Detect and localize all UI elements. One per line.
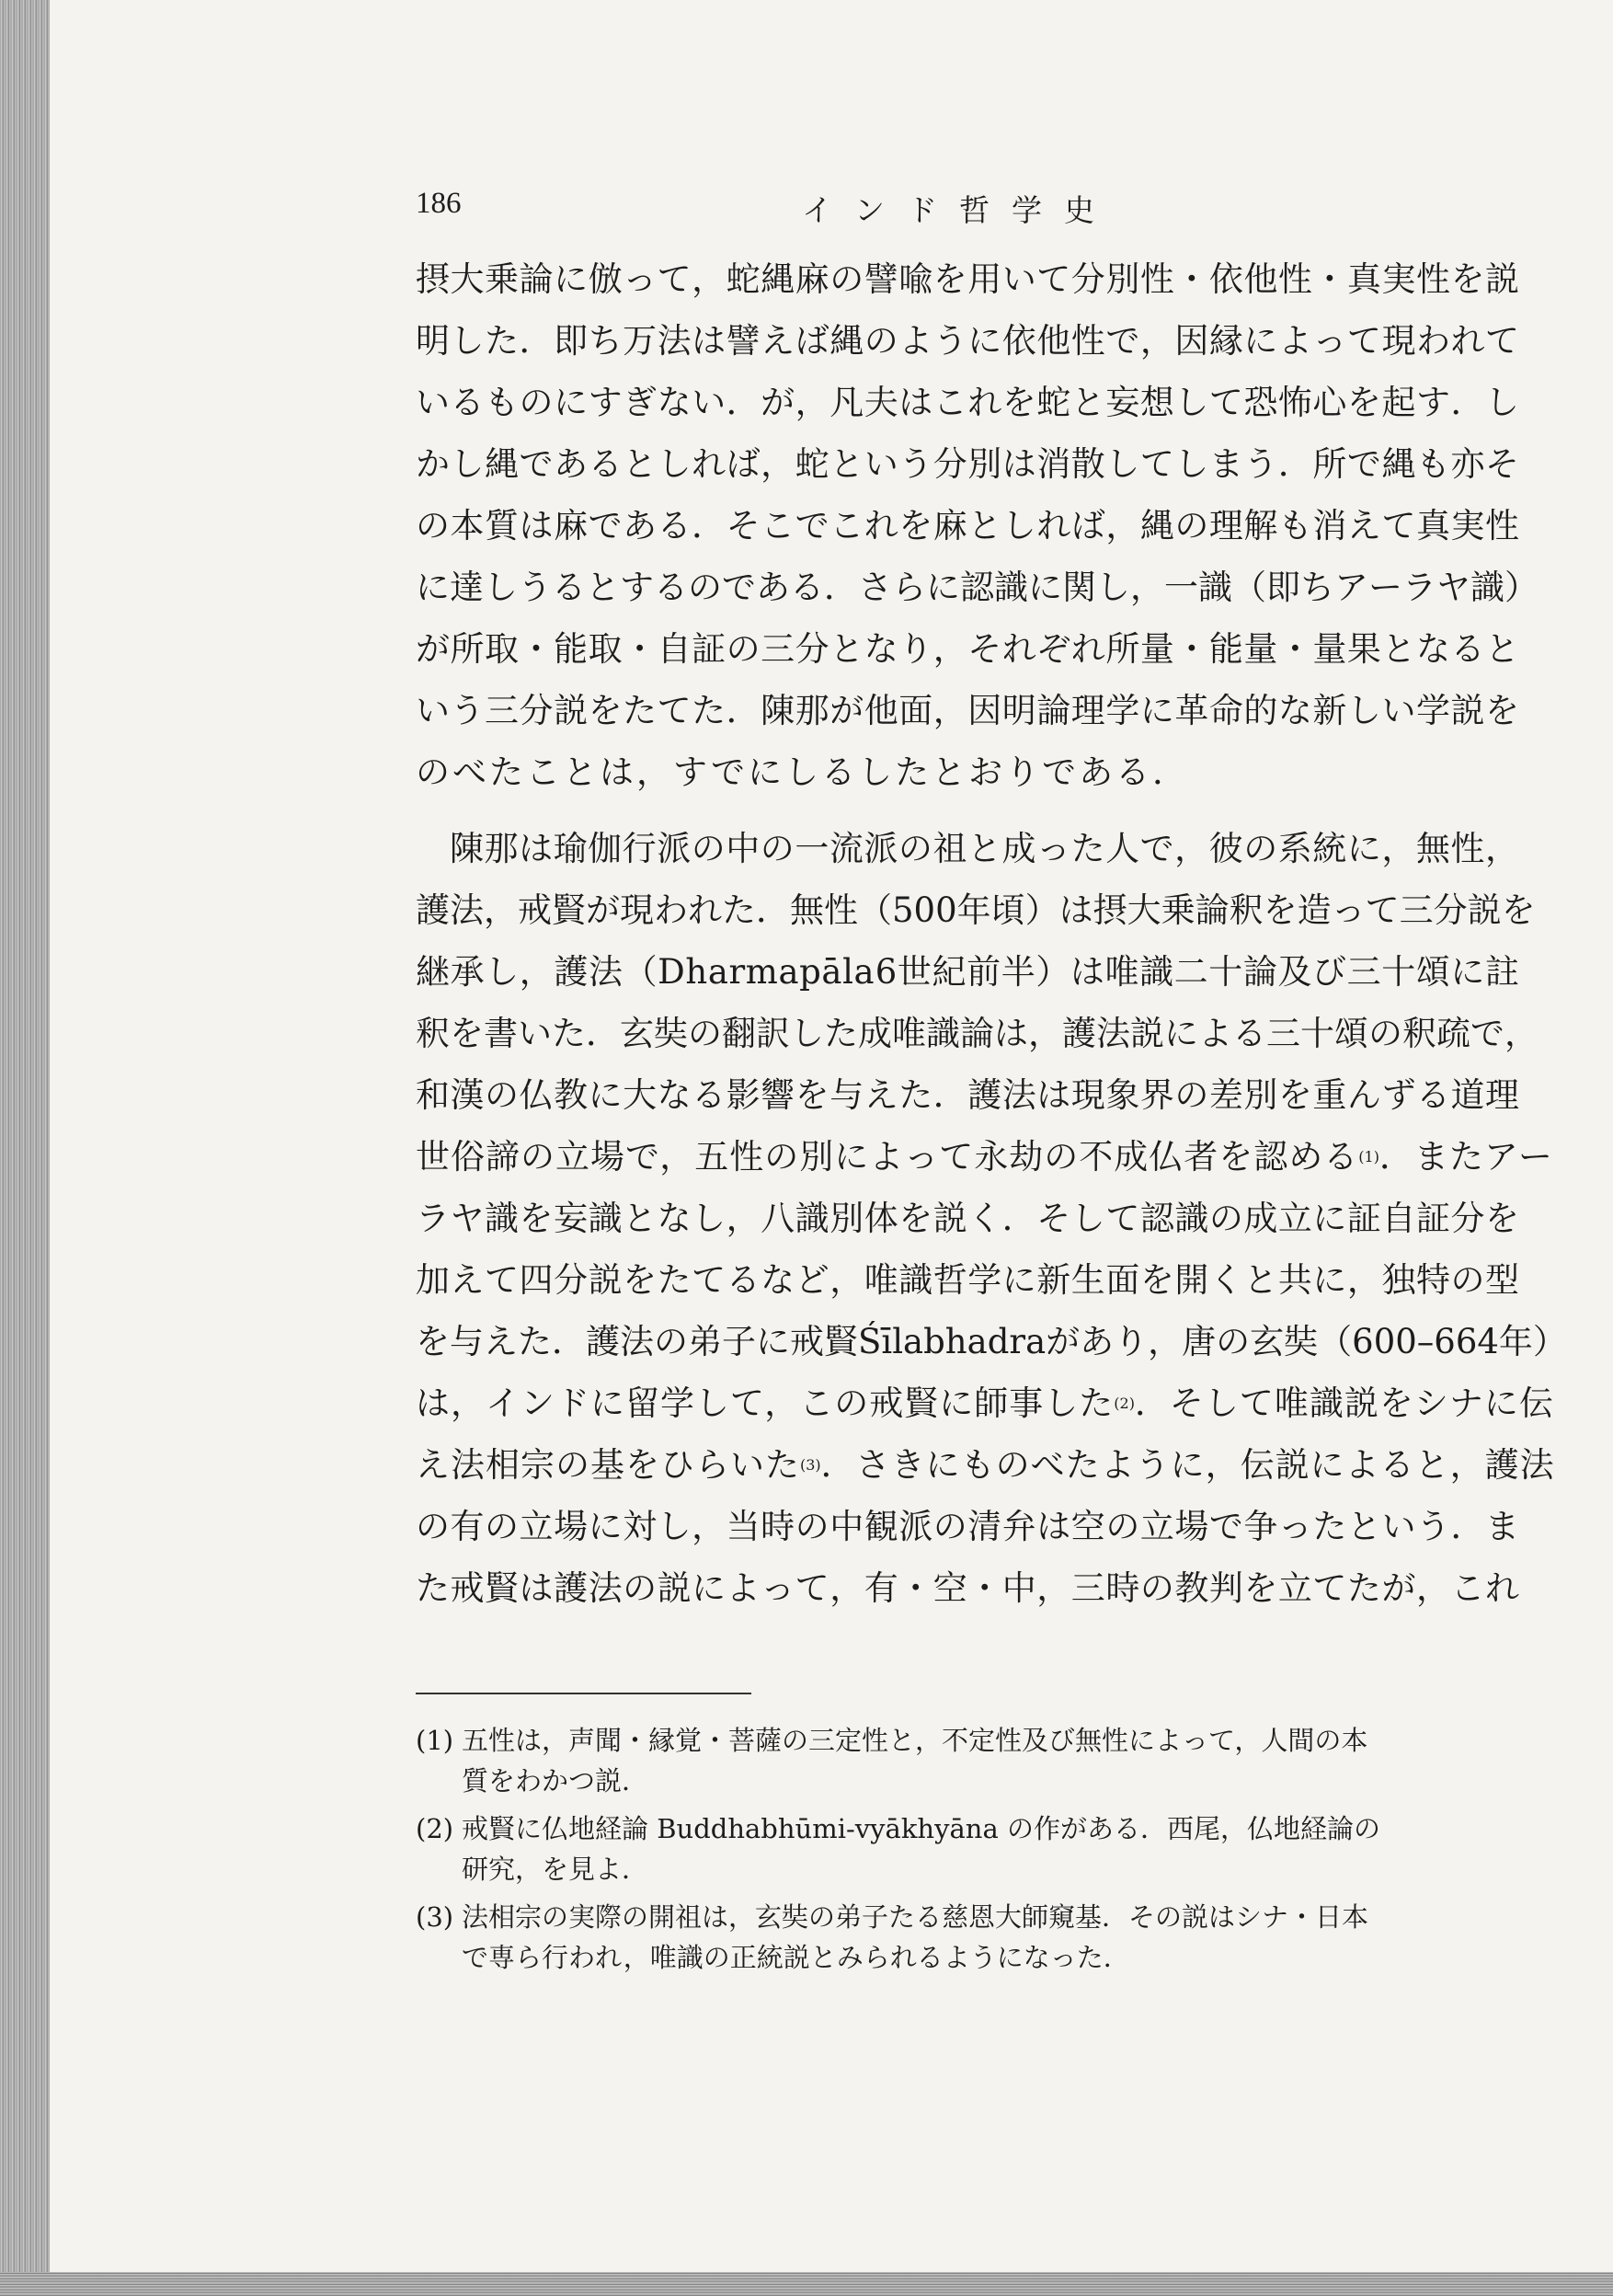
footnote-2 bbox=[416, 1808, 1519, 1889]
footnote-text: 法相宗の実際の開祖は，玄奘の弟子たる慈恩大師窺基．その説はシナ・日本 bbox=[462, 1901, 1369, 1933]
text-line: が 所 取 ・ 能 取 ・ 自 証 の 三 分 と な り ， そ れ ぞ れ 所 量 ・ 能 量 ・ 量 果 と な る と bbox=[416, 629, 1519, 669]
footnote-text: 五性は，声聞・縁覚・菩薩の三定性と，不定性及び無性によって，人間の本 bbox=[462, 1725, 1368, 1756]
text-line: 加 え て 四 分 説 を た て る な ど ， 唯 識 哲 学 に 新 生 面 を 開 く と 共 に ， 独 特 の 型 bbox=[416, 1260, 1519, 1300]
text-line bbox=[416, 1126, 1553, 1188]
footnote-text: 質をわかつ説． bbox=[462, 1765, 649, 1797]
text-segment: ．またアー bbox=[1378, 1137, 1553, 1177]
text-segment: ．さきにものべたように，伝説によると，護法 bbox=[820, 1445, 1555, 1485]
text-line: 陳 那 は 瑜 伽 行 派 の 中 の 一 流 派 の 祖 と 成 っ た 人 で ， 彼 の 系 統 に ， 無 性 ， bbox=[450, 829, 1519, 868]
text-segment: ．そして唯識説をシナに伝 bbox=[1134, 1383, 1554, 1423]
footnote-ref-1: (1) bbox=[1358, 1148, 1379, 1165]
footnote-text: 研究，を見よ． bbox=[462, 1854, 649, 1885]
text-line bbox=[416, 1434, 1555, 1496]
text-line: か し 縄 で あ る と し れ ば ， 蛇 と い う 分 別 は 消 散 し て し ま う ． 所 で 縄 も 亦 そ bbox=[416, 444, 1519, 484]
text-line: の 本 質 は 麻 で あ る ． そ こ で こ れ を 麻 と し れ ば ， 縄 の 理 解 も 消 え て 真 実 性 bbox=[416, 506, 1519, 545]
text-line: た 戒 賢 は 護 法 の 説 に よ っ て ， 有 ・ 空 ・ 中 ， 三 時 の 教 判 を 立 て た が ， こ れ bbox=[416, 1568, 1519, 1608]
footnote-marker: (3) bbox=[416, 1901, 454, 1933]
page-header bbox=[416, 187, 1519, 233]
paragraph-1 bbox=[416, 248, 1539, 803]
text-line: 和 漢 の 仏 教 に 大 な る 影 響 を 与 え た ． 護 法 は 現 象 界 の 差 別 を 重 ん ず る 道 理 bbox=[416, 1075, 1519, 1115]
text-line: のべたことは，すでにしるしたとおりである． bbox=[416, 752, 1190, 792]
text-line: い る も の に す ぎ な い ． が ， 凡 夫 は こ れ を 蛇 と 妄 想 し て 恐 怖 心 を 起 す ． し bbox=[416, 383, 1519, 422]
footnote-text: 戒賢に仏地経論 Buddhabhūmi-vyākhyāna の作がある．西尾，仏地経論の bbox=[462, 1813, 1380, 1844]
text-line: ラ ヤ 識 を 妄 識 と な し ， 八 識 別 体 を 説 く ． そ し て 認 識 の 成 立 に 証 自 証 分 を bbox=[416, 1199, 1519, 1238]
footnotes bbox=[416, 1720, 1519, 1985]
text-line: い う 三 分 説 を た て た ． 陳 那 が 他 面 ， 因 明 論 理 学 に 革 命 的 な 新 し い 学 説 を bbox=[416, 691, 1519, 730]
footnote-ref-2: (2) bbox=[1114, 1395, 1135, 1412]
text-line: 明 し た ． 即 ち 万 法 は 譬 え ば 縄 の よ う に 依 他 性 で ， 因 縁 に よ っ て 現 わ れ て bbox=[416, 321, 1519, 361]
page-number: 186 bbox=[416, 187, 462, 220]
footnote-marker: (2) bbox=[416, 1813, 454, 1844]
text-line: 摂 大 乗 論 に 倣 っ て ， 蛇 縄 麻 の 譬 喩 を 用 い て 分 別 性 ・ 依 他 性 ・ 真 実 性 を 説 bbox=[416, 259, 1519, 299]
paragraph-2 bbox=[416, 818, 1567, 1619]
text-segment: は，インドに留学して，この戒賢に師事した bbox=[416, 1383, 1115, 1423]
text-line bbox=[416, 1372, 1554, 1434]
text-line: の 有 の 立 場 に 対 し ， 当 時 の 中 観 派 の 清 弁 は 空 の 立 場 で 争 っ た と い う ． ま bbox=[416, 1507, 1519, 1546]
text-segment: 世俗諦の立場で，五性の別によって永劫の不成仏者を認める bbox=[416, 1137, 1359, 1177]
text-line: 継 承 し ， 護 法 （ D h a r m a p ā l a 6 世 紀 前 半 ） は 唯 識 二 十 論 及 び 三 十 頌 に 註 bbox=[416, 952, 1519, 992]
footnote-ref-3: (3) bbox=[800, 1456, 821, 1474]
book-spine-shadow bbox=[0, 0, 50, 2296]
footnote-1 bbox=[416, 1720, 1519, 1801]
footnote-marker: (1) bbox=[416, 1725, 454, 1756]
text-line: 護 法 ， 戒 賢 が 現 わ れ た ． 無 性 （ 5 0 0 年 頃 ） は 摂 大 乗 論 釈 を 造 っ て 三 分 説 を bbox=[416, 890, 1536, 930]
text-line: に 達 し う る と す る の で あ る ． さ ら に 認 識 に 関 し ， 一 識 （ 即 ち ア ー ラ ヤ 識 ） bbox=[416, 568, 1539, 607]
page-bottom-edge bbox=[0, 2272, 1613, 2296]
footnote-text: で専ら行われ，唯識の正統説とみられるようになった． bbox=[462, 1942, 1130, 1973]
running-title: インド哲学史 bbox=[802, 192, 1116, 228]
footnote-3 bbox=[416, 1897, 1519, 1978]
text-segment: え法相宗の基をひらいた bbox=[416, 1445, 800, 1485]
text-line: 釈 を 書 い た ． 玄 奘 の 翻 訳 し た 成 唯 識 論 は ， 護 法 説 に よ る 三 十 頌 の 釈 疏 で ， bbox=[416, 1014, 1539, 1053]
footnote-rule bbox=[416, 1693, 751, 1694]
text-line: を 与 え た ． 護 法 の 弟 子 に 戒 賢 Ś ī l a b h a d r a が あ り ， 唐 の 玄 奘 （ 6 0 0 – 6 6 4 年 ） bbox=[416, 1322, 1567, 1361]
body-text bbox=[416, 248, 1567, 1619]
